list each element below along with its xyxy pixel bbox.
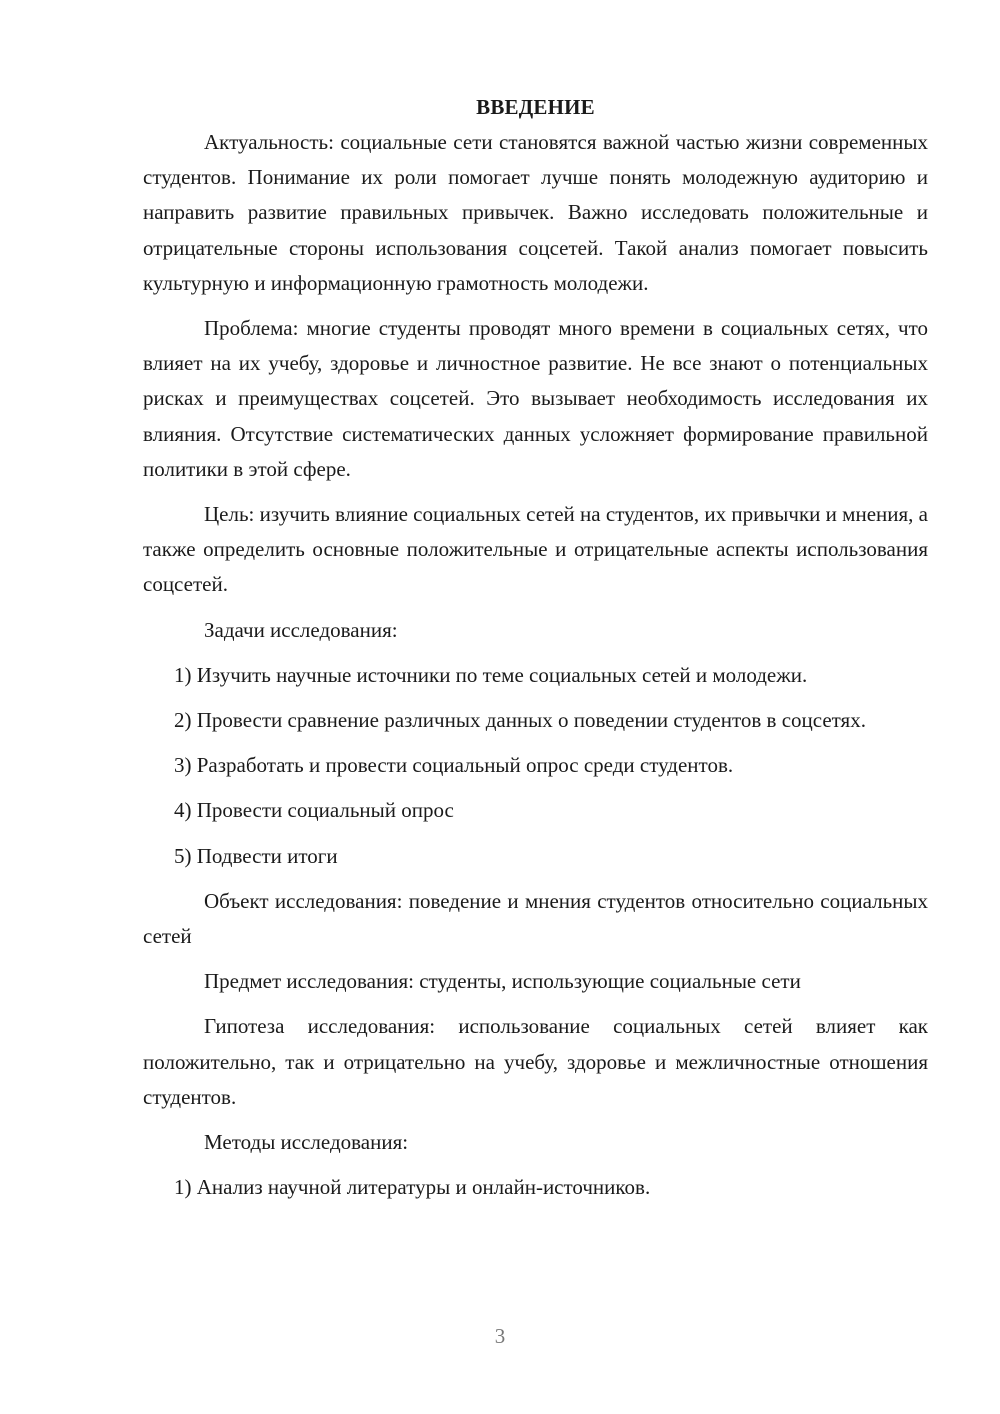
task-item: 4) Провести социальный опрос: [174, 798, 454, 823]
method-item: 1) Анализ научной литературы и онлайн-источников.: [174, 1175, 651, 1200]
section-title: ВВЕДЕНИЕ: [476, 95, 595, 119]
task-item: 3) Разработать и провести социальный опрос среди студентов.: [174, 753, 734, 778]
object-paragraph: Объект исследования: поведение и мнения студентов относительно социальных сетей: [143, 888, 928, 949]
tasks-heading: Задачи исследования:: [204, 617, 398, 642]
task-item: 5) Подвести итоги: [174, 843, 338, 868]
task-item: 2) Провести сравнение различных данных о поведении студентов в соцсетях.: [174, 708, 866, 733]
goal-paragraph: Цель: изучить влияние социальных сетей на студентов, их привычки и мнения, а также определить основные положительные и отрицательные аспекты использования соцсетей.: [143, 502, 928, 597]
relevance-paragraph: Актуальность: социальные сети становятся важной частью жизни современных студентов. Понимание их роли помогает лучше понять молодежную аудиторию и направить развитие правильных привычек. Важно исследовать положительные и отрицательные стороны использования соцсетей. Такой анализ помогает повысить культурную и информационную грамотность молодежи.: [143, 130, 928, 295]
task-item: 1) Изучить научные источники по теме социальных сетей и молодежи.: [174, 662, 808, 687]
problem-paragraph: Проблема: многие студенты проводят много времени в социальных сетях, что влияет на их учебу, здоровье и личностное развитие. Не все знают о потенциальных рисках и преимуществах соцсетей. Это вызывает необходимость исследования их влияния. Отсутствие систематических данных усложняет формирование правильной политики в этой сфере.: [143, 316, 928, 481]
page-number: 3: [494, 1324, 506, 1348]
methods-heading: Методы исследования:: [204, 1130, 409, 1155]
document-page: [143, 90, 928, 1215]
subject-paragraph: Предмет исследования: студенты, использующие социальные сети: [204, 969, 801, 994]
hypothesis-paragraph: Гипотеза исследования: использование социальных сетей влияет как положительно, так и отрицательно на учебу, здоровье и межличностные отношения студентов.: [143, 1014, 928, 1109]
